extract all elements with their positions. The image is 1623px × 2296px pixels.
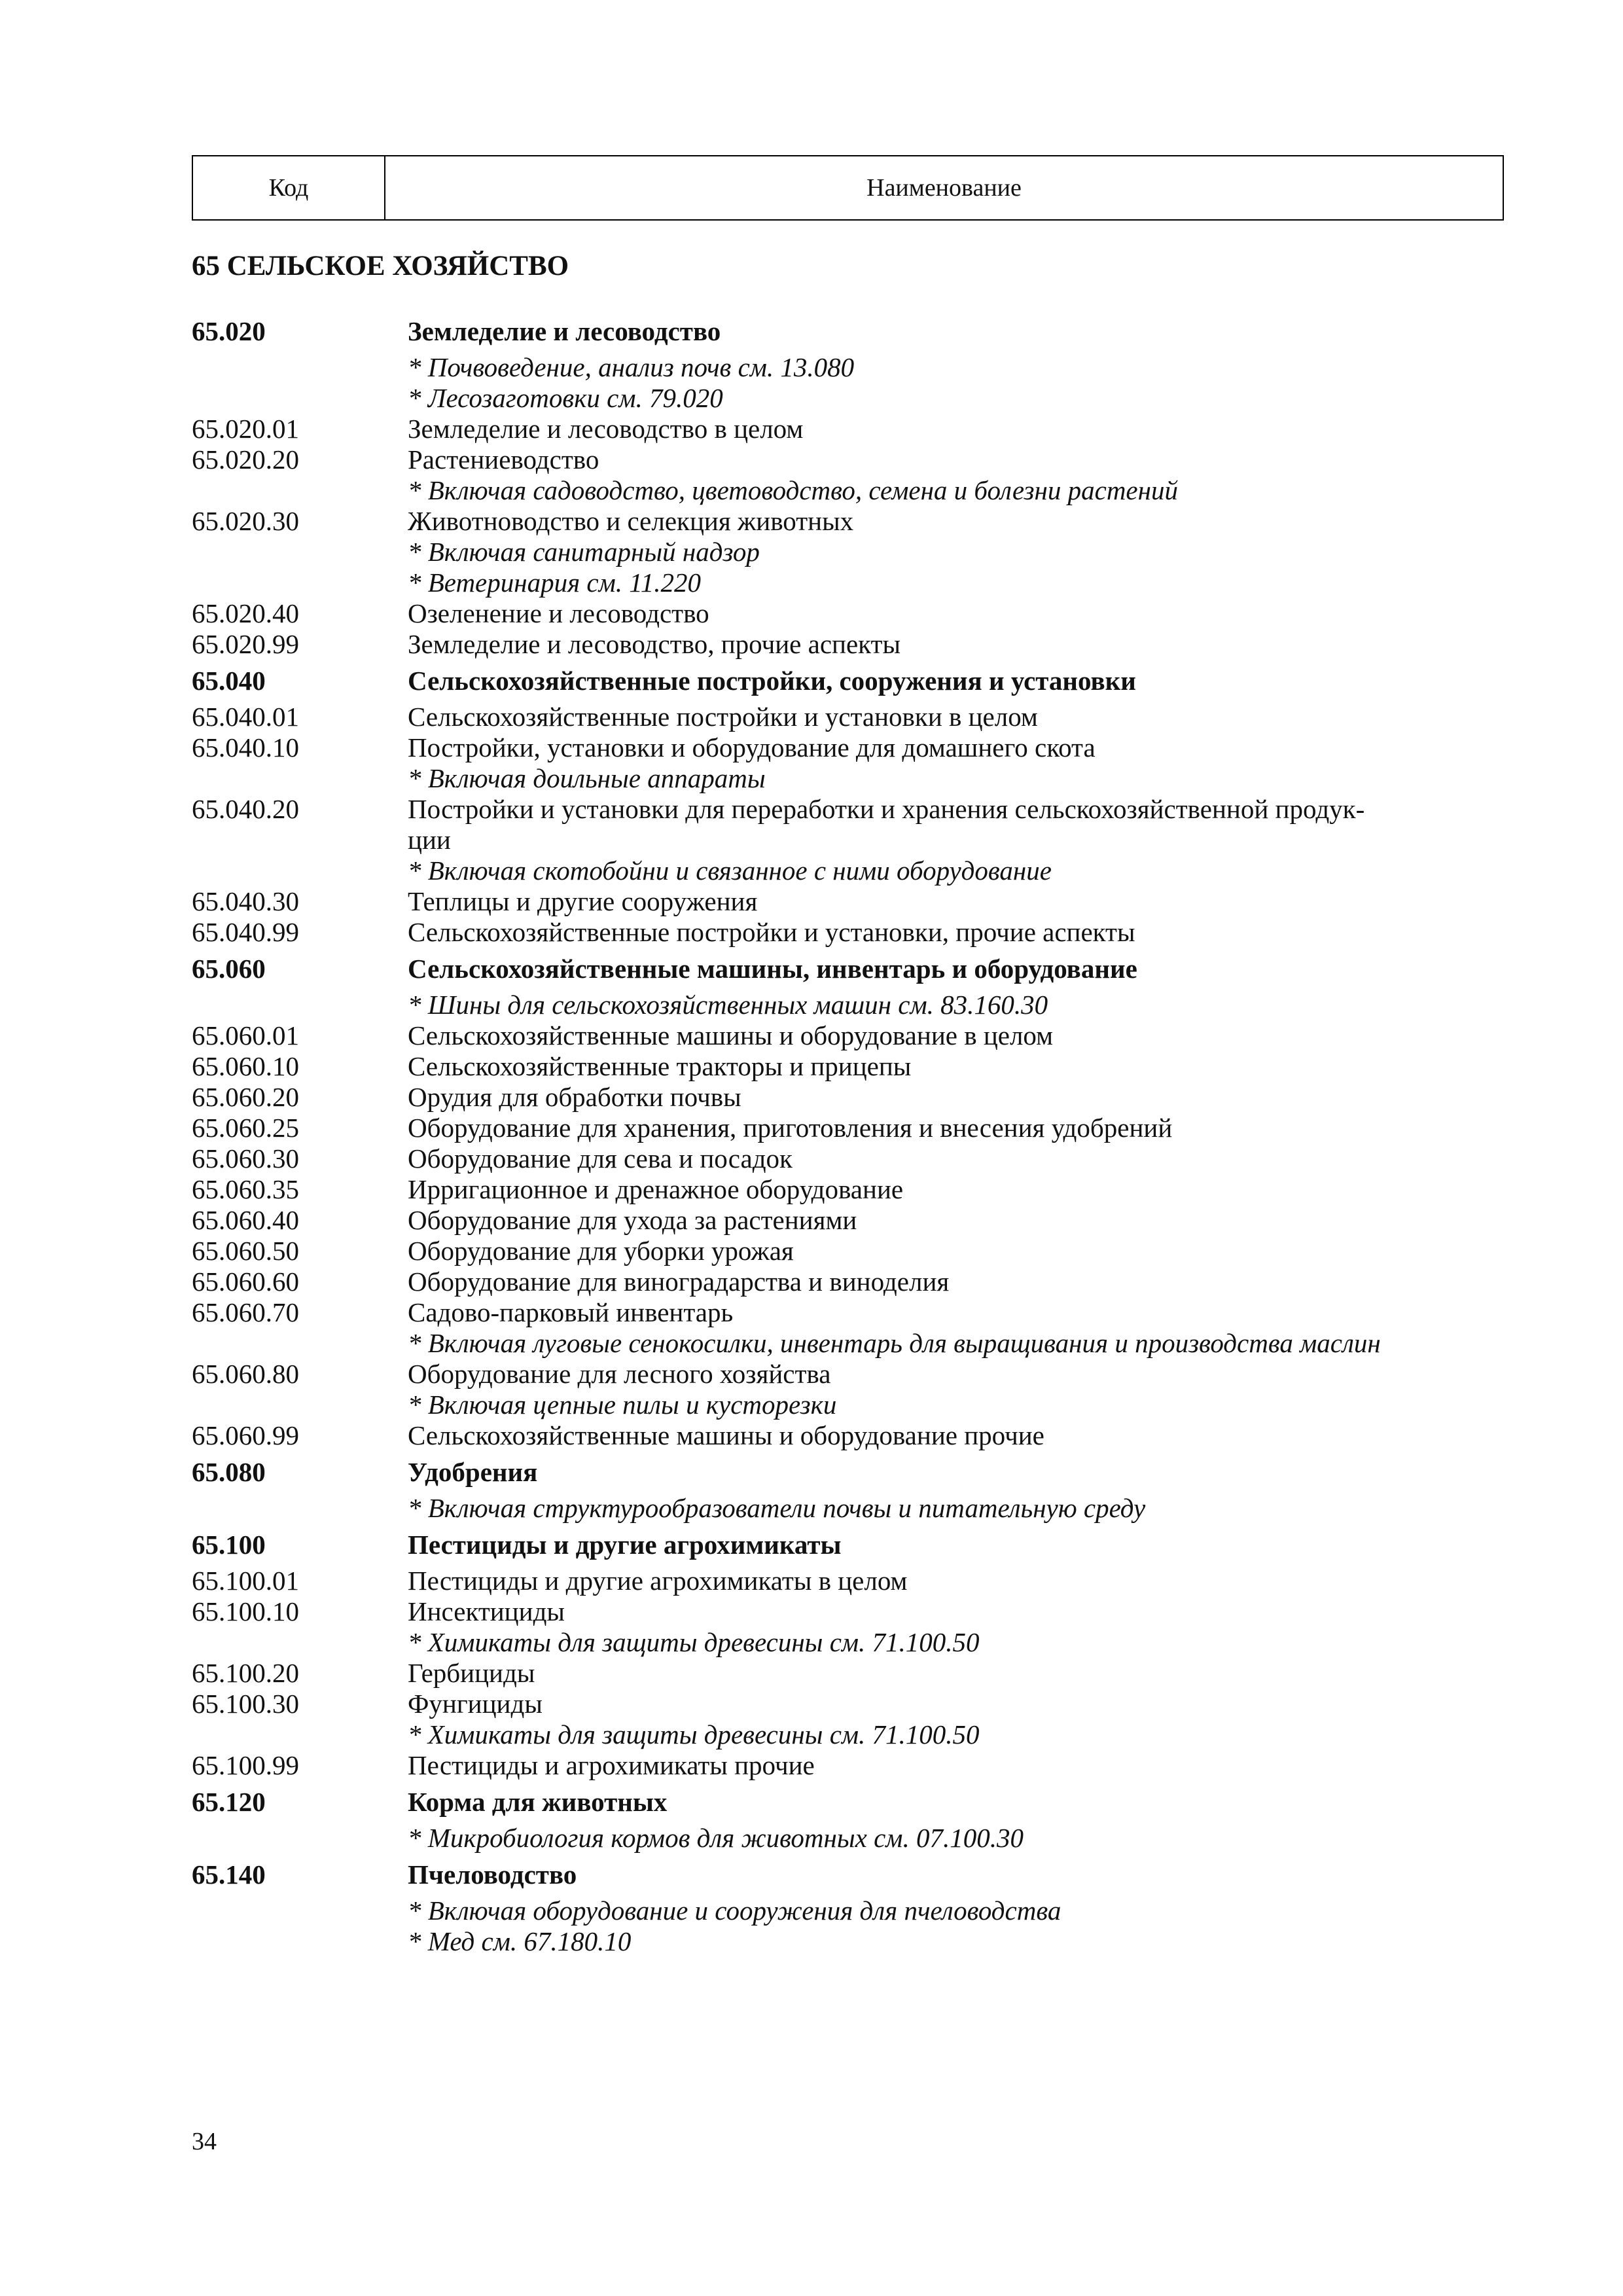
list-item (192, 1420, 1504, 1451)
list-item (192, 1359, 1504, 1390)
list-item (192, 598, 1504, 629)
row-code: 65.040.10 (192, 732, 299, 762)
list-item (192, 1205, 1504, 1236)
row-code: 65.020.30 (192, 506, 299, 536)
row-name: Сельскохозяйственные постройки и установки, прочие аспекты (408, 917, 1135, 947)
list-item (192, 732, 1504, 763)
row-name: Инсектициды (408, 1596, 565, 1626)
row-name: Земледелие и лесоводство, прочие аспекты (408, 629, 901, 659)
row-name: Оборудование для ухода за растениями (408, 1205, 857, 1235)
note-row (192, 1328, 1504, 1359)
row-name: Фунгициды (408, 1689, 543, 1719)
note-row (192, 1823, 1504, 1854)
row-name: Сельскохозяйственные тракторы и прицепы (408, 1051, 912, 1081)
row-name: Сельскохозяйственные постройки, сооружения и установки (408, 666, 1136, 696)
row-code: 65.140 (192, 1859, 266, 1890)
row-name: * Химикаты для защиты древесины см. 71.100.50 (408, 1627, 980, 1657)
list-item (192, 1750, 1504, 1781)
row-name: Садово-парковый инвентарь (408, 1297, 734, 1327)
list-item (192, 794, 1504, 825)
row-name: Удобрения (408, 1457, 538, 1487)
classification-list (192, 310, 1504, 1957)
note-row (192, 1627, 1504, 1658)
row-name: Сельскохозяйственные машины и оборудование прочие (408, 1420, 1044, 1450)
note-row (192, 855, 1504, 886)
row-name: * Включая цепные пилы и кусторезки (408, 1390, 837, 1420)
list-item (192, 629, 1504, 660)
row-name: Оборудование для сева и посадок (408, 1143, 793, 1174)
row-name: * Химикаты для защиты древесины см. 71.100.50 (408, 1719, 980, 1749)
row-name: * Включая оборудование и сооружения для пчеловодства (408, 1895, 1061, 1926)
row-name: Животноводство и селекция животных (408, 506, 854, 536)
list-item (192, 1236, 1504, 1266)
row-name: Постройки и установки для переработки и хранения сельскохозяйственной продук- (408, 794, 1365, 824)
row-name: Пестициды и другие агрохимикаты в целом (408, 1566, 908, 1596)
row-name: Оборудование для лесного хозяйства (408, 1359, 831, 1389)
page-number: 34 (192, 2128, 217, 2155)
group-row (192, 310, 1504, 352)
row-code: 65.020 (192, 316, 266, 346)
row-name: Сельскохозяйственные машины, инвентарь и оборудование (408, 954, 1137, 984)
row-code: 65.080 (192, 1457, 266, 1487)
list-item (192, 1297, 1504, 1328)
list-item (192, 825, 1504, 855)
list-item (192, 886, 1504, 917)
code-column-header: Код (193, 156, 385, 219)
list-item (192, 1174, 1504, 1205)
name-column-header: Наименование (866, 174, 1022, 202)
row-name: Оборудование для хранения, приготовления и внесения удобрений (408, 1113, 1173, 1143)
list-item (192, 917, 1504, 948)
list-item (192, 444, 1504, 475)
row-code: 65.060.70 (192, 1297, 299, 1327)
row-code: 65.100.01 (192, 1566, 299, 1596)
row-name: * Шины для сельскохозяйственных машин см. 83.160.30 (408, 990, 1048, 1020)
row-name: * Включая садоводство, цветоводство, семена и болезни растений (408, 475, 1178, 505)
note-row (192, 990, 1504, 1020)
row-code: 65.040.20 (192, 794, 299, 824)
row-name: * Включая скотобойни и связанное с ними оборудование (408, 855, 1052, 886)
note-row (192, 1719, 1504, 1750)
list-item (192, 414, 1504, 444)
row-name: Оборудование для уборки урожая (408, 1236, 794, 1266)
row-name: Ирригационное и дренажное оборудование (408, 1174, 904, 1204)
column-header (192, 155, 1504, 221)
row-name: * Включая структурообразователи почвы и питательную среду (408, 1493, 1146, 1523)
list-item (192, 1596, 1504, 1627)
note-row (192, 763, 1504, 794)
row-code: 65.100.10 (192, 1596, 299, 1626)
group-row (192, 1781, 1504, 1823)
group-row (192, 1524, 1504, 1566)
row-name: * Включая луговые сенокосилки, инвентарь для выращивания и производства маслин (408, 1328, 1381, 1358)
row-name: * Лесозаготовки см. 79.020 (408, 383, 723, 413)
row-code: 65.060.10 (192, 1051, 299, 1081)
list-item (192, 702, 1504, 732)
list-item (192, 1143, 1504, 1174)
note-row (192, 1390, 1504, 1420)
list-item (192, 1266, 1504, 1297)
row-code: 65.120 (192, 1787, 266, 1817)
row-name: Пчеловодство (408, 1859, 577, 1890)
row-name: Теплицы и другие сооружения (408, 886, 758, 916)
row-name: Пестициды и другие агрохимикаты (408, 1530, 842, 1560)
row-code: 65.040 (192, 666, 266, 696)
row-name: Корма для животных (408, 1787, 668, 1817)
group-row (192, 1451, 1504, 1493)
row-code: 65.060.80 (192, 1359, 299, 1389)
row-code: 65.060.40 (192, 1205, 299, 1235)
row-code: 65.020.20 (192, 444, 299, 475)
note-row (192, 1926, 1504, 1957)
row-name: Сельскохозяйственные постройки и установки в целом (408, 702, 1038, 732)
list-item (192, 506, 1504, 537)
row-code: 65.040.99 (192, 917, 299, 947)
row-code: 65.060.50 (192, 1236, 299, 1266)
row-name: * Микробиология кормов для животных см. 07.100.30 (408, 1823, 1024, 1853)
list-item (192, 1658, 1504, 1689)
row-code: 65.040.30 (192, 886, 299, 916)
row-code: 65.060.30 (192, 1143, 299, 1174)
row-name: * Включая санитарный надзор (408, 537, 760, 567)
list-item (192, 1020, 1504, 1051)
row-name: Гербициды (408, 1658, 535, 1688)
row-name: Пестициды и агрохимикаты прочие (408, 1750, 815, 1780)
note-row (192, 567, 1504, 598)
list-item (192, 1113, 1504, 1143)
note-row (192, 1895, 1504, 1926)
row-code: 65.020.40 (192, 598, 299, 628)
note-row (192, 1493, 1504, 1524)
row-code: 65.020.01 (192, 414, 299, 444)
row-code: 65.060 (192, 954, 266, 984)
row-code: 65.060.20 (192, 1082, 299, 1112)
row-name: Сельскохозяйственные машины и оборудование в целом (408, 1020, 1054, 1050)
list-item (192, 1082, 1504, 1113)
row-name: Земледелие и лесоводство в целом (408, 414, 804, 444)
list-item (192, 1051, 1504, 1082)
row-code: 65.020.99 (192, 629, 299, 659)
group-row (192, 1854, 1504, 1895)
row-name: Растениеводство (408, 444, 599, 475)
row-name: * Ветеринария см. 11.220 (408, 567, 701, 598)
list-item (192, 1566, 1504, 1596)
group-row (192, 660, 1504, 702)
row-code: 65.100 (192, 1530, 266, 1560)
row-code: 65.060.60 (192, 1266, 299, 1297)
row-name: * Мед см. 67.180.10 (408, 1926, 632, 1956)
row-code: 65.100.20 (192, 1658, 299, 1688)
row-code: 65.060.99 (192, 1420, 299, 1450)
row-code: 65.040.01 (192, 702, 299, 732)
note-row (192, 352, 1504, 383)
row-name: Земледелие и лесоводство (408, 316, 721, 346)
row-code: 65.060.35 (192, 1174, 299, 1204)
row-code: 65.100.99 (192, 1750, 299, 1780)
group-row (192, 948, 1504, 990)
note-row (192, 475, 1504, 506)
row-code: 65.060.01 (192, 1020, 299, 1050)
section-title: 65 СЕЛЬСКОЕ ХОЗЯЙСТВО (192, 251, 569, 281)
list-item (192, 1689, 1504, 1719)
row-name: Орудия для обработки почвы (408, 1082, 741, 1112)
row-name: * Включая доильные аппараты (408, 763, 766, 793)
row-name: Оборудование для виноградарства и виноделия (408, 1266, 950, 1297)
row-name: Озеленение и лесоводство (408, 598, 709, 628)
row-code: 65.060.25 (192, 1113, 299, 1143)
row-code: 65.100.30 (192, 1689, 299, 1719)
note-row (192, 383, 1504, 414)
note-row (192, 537, 1504, 567)
row-name: * Почвоведение, анализ почв см. 13.080 (408, 352, 855, 382)
row-name: ции (408, 825, 451, 855)
row-name: Постройки, установки и оборудование для домашнего скота (408, 732, 1096, 762)
